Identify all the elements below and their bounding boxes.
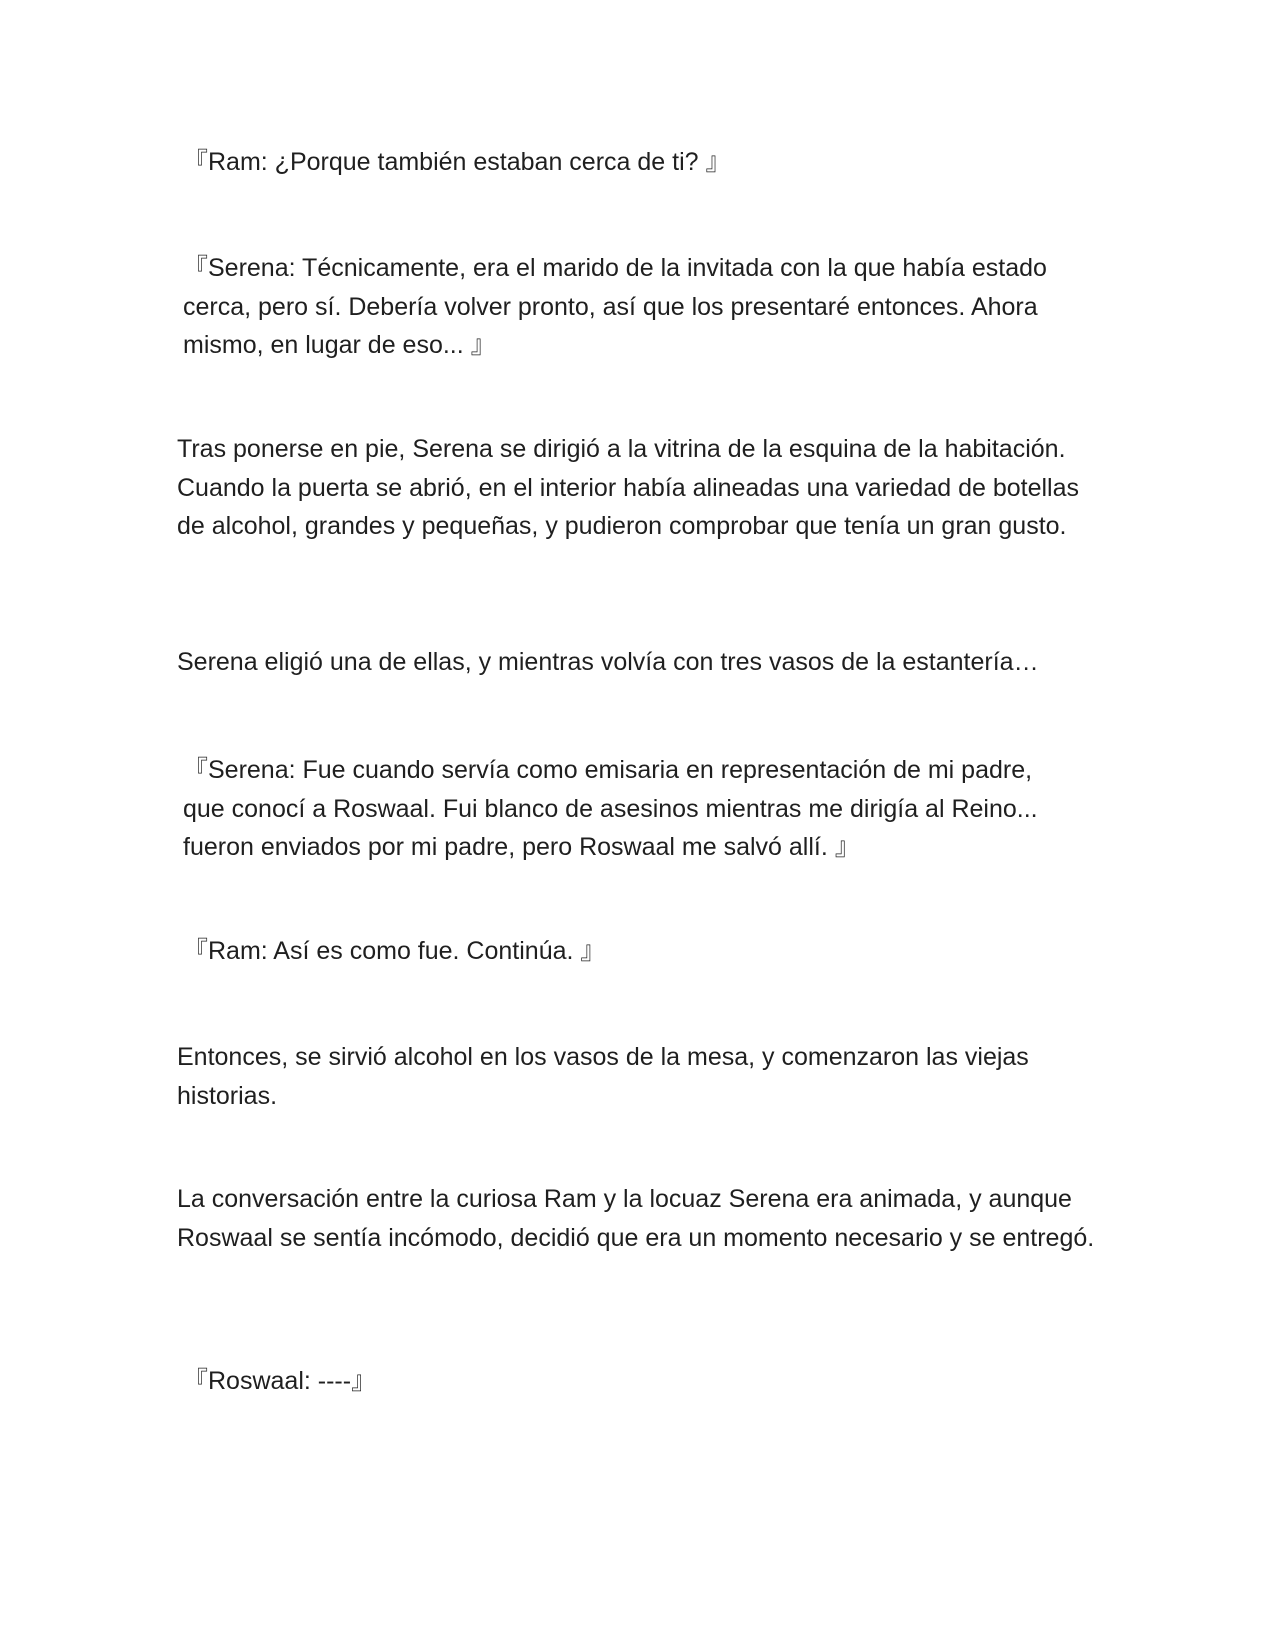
dialogue-ram-question: 『Ram: ¿Porque también estaban cerca de ti? 』 — [183, 148, 731, 176]
narration-serena-chooses: Serena eligió una de ellas, y mientras volvía con tres vasos de la estantería… — [177, 648, 1039, 676]
dialogue-ram-continue: 『Ram: Así es como fue. Continúa. 』 — [183, 937, 606, 965]
narration-conversation: La conversación entre la curiosa Ram y la locuaz Serena era animada, y aunque Roswaal se sentía incómodo, decidió que era un momento necesario y se entregó. — [177, 1185, 1095, 1252]
narration-display-cabinet: Tras ponerse en pie, Serena se dirigió a la vitrina de la esquina de la habitación. Cuando la puerta se abrió, en el interior había alineadas una variedad de botellas de alcohol, grandes y pequeñas, y pudieron comprobar que tenía un gran gusto. — [177, 435, 1080, 540]
dialogue-serena-husband: 『Serena: Técnicamente, era el marido de la invitada con la que había estado cerca, pero sí. Debería volver pronto, así que los presentaré entonces. Ahora mismo, en lugar de eso... 』 — [183, 254, 1047, 359]
narration-alcohol-served: Entonces, se sirvió alcohol en los vasos de la mesa, y comenzaron las viejas historias. — [177, 1043, 1029, 1110]
dialogue-roswaal: 『Roswaal: ----』 — [183, 1367, 377, 1395]
dialogue-serena-emissary: 『Serena: Fue cuando servía como emisaria en representación de mi padre, que conocí a Roswaal. Fui blanco de asesinos mientras me dirigía al Reino... fueron enviados por mi padre, pero Roswaal me salvó allí. 』 — [183, 756, 1038, 861]
